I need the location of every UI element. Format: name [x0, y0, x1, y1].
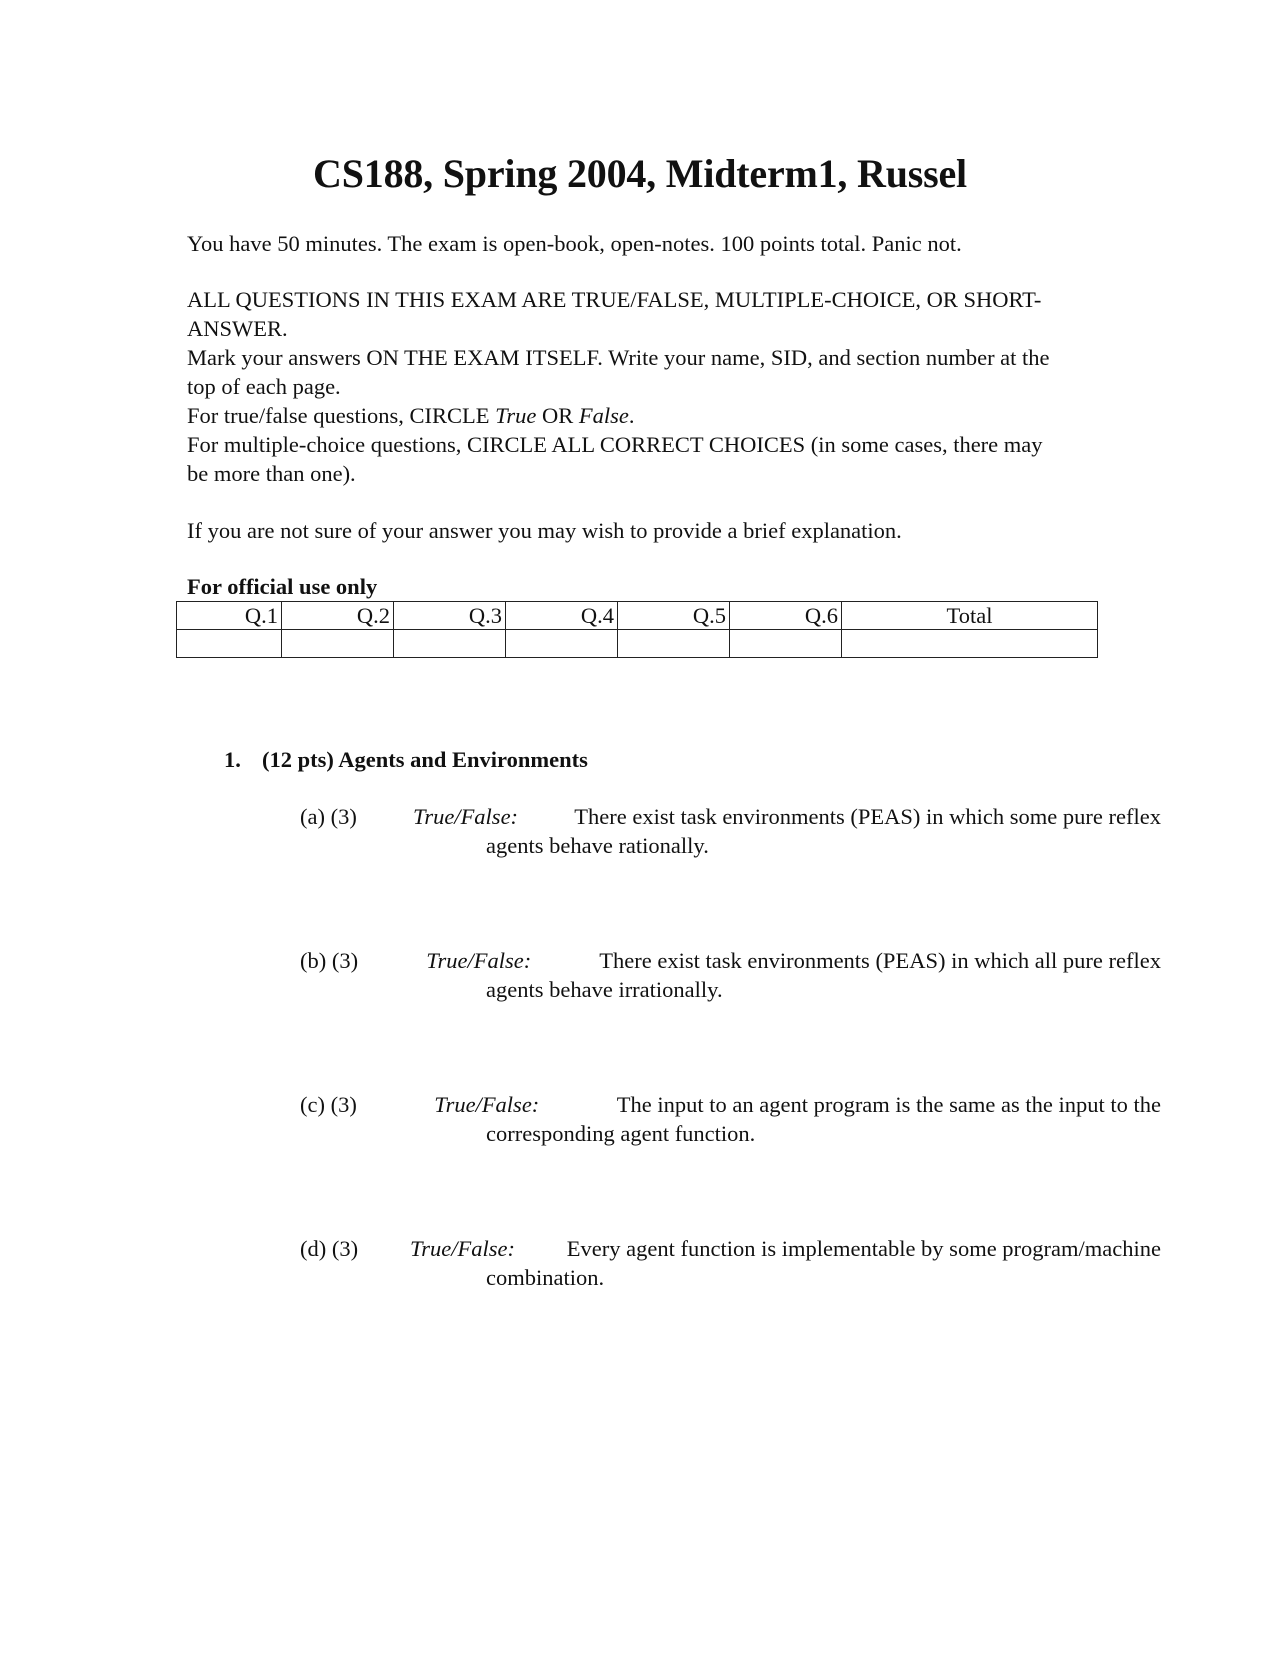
- instruction-line: ALL QUESTIONS IN THIS EXAM ARE TRUE/FALSE, MULTIPLE-CHOICE, OR SHORT-: [187, 287, 1042, 312]
- score-cell-q1[interactable]: [177, 630, 282, 658]
- true-false-label: True/False:: [413, 804, 519, 829]
- item-text: There exist task environments (PEAS) in which some pure reflex: [574, 804, 1161, 829]
- item-continuation: corresponding agent function.: [486, 1121, 756, 1146]
- instruction-line: ANSWER.: [187, 316, 288, 341]
- item-text: Every agent function is implementable by some program/machine: [566, 1236, 1161, 1261]
- score-header-row: [177, 602, 1098, 630]
- score-cell-q6[interactable]: [730, 630, 842, 658]
- page-title: CS188, Spring 2004, Midterm1, Russel: [313, 151, 967, 196]
- score-header-q5: Q.5: [618, 602, 730, 630]
- item-continuation: agents behave irrationally.: [486, 977, 723, 1002]
- instructions-explanation: If you are not sure of your answer you may wish to provide a brief explanation.: [187, 518, 902, 543]
- item-text: The input to an agent program is the same as the input to the: [616, 1092, 1161, 1117]
- true-word: True: [495, 403, 537, 428]
- intro-text: You have 50 minutes. The exam is open-book, open-notes. 100 points total. Panic not.: [187, 231, 962, 256]
- question-item-b: [300, 946, 1161, 1004]
- score-cell-total[interactable]: [842, 630, 1098, 658]
- score-cell-q3[interactable]: [394, 630, 506, 658]
- question-item-c: [300, 1090, 1161, 1148]
- question-item-d: [300, 1234, 1161, 1292]
- true-false-label: True/False:: [409, 1236, 515, 1261]
- question-number: 1.: [224, 747, 241, 772]
- item-label: (d) (3): [300, 1236, 359, 1261]
- tf-instruction-pre: For true/false questions, CIRCLE: [187, 403, 496, 428]
- question-item-a: [300, 802, 1161, 860]
- item-label: (a) (3): [300, 804, 357, 829]
- question-1-heading: [224, 745, 588, 774]
- score-entry-row: [177, 630, 1098, 658]
- false-word: False: [578, 403, 629, 428]
- item-label: (c) (3): [300, 1092, 357, 1117]
- instructions-mark-answers: [187, 343, 1161, 401]
- score-cell-q2[interactable]: [282, 630, 394, 658]
- item-continuation: agents behave rationally.: [486, 833, 709, 858]
- score-cell-q5[interactable]: [618, 630, 730, 658]
- score-table: [176, 601, 1098, 658]
- instruction-line: Mark your answers ON THE EXAM ITSELF. Write your name, SID, and section number at the: [187, 345, 1050, 370]
- item-label: (b) (3): [300, 948, 359, 973]
- score-cell-q4[interactable]: [506, 630, 618, 658]
- instructions-multiple-choice: [187, 430, 1161, 488]
- instructions-all-questions: [187, 285, 1161, 343]
- score-header-q2: Q.2: [282, 602, 394, 630]
- score-header-total: Total: [842, 602, 1098, 630]
- item-first-line: [300, 946, 1161, 975]
- instruction-line: For multiple-choice questions, CIRCLE ALL CORRECT CHOICES (in some cases, there may: [187, 432, 1043, 457]
- score-header-q6: Q.6: [730, 602, 842, 630]
- item-text: There exist task environments (PEAS) in which all pure reflex: [599, 948, 1161, 973]
- tf-instruction-post: .: [628, 403, 635, 428]
- true-false-label: True/False:: [434, 1092, 540, 1117]
- score-header-q1: Q.1: [177, 602, 282, 630]
- official-use-label: For official use only: [187, 574, 378, 599]
- item-first-line: [300, 802, 1161, 831]
- question-title: (12 pts) Agents and Environments: [262, 747, 588, 772]
- score-header-q4: Q.4: [506, 602, 618, 630]
- instructions-true-false: [187, 401, 1161, 430]
- instruction-line: top of each page.: [187, 374, 341, 399]
- instruction-line: be more than one).: [187, 461, 356, 486]
- true-false-label: True/False:: [426, 948, 532, 973]
- item-first-line: [300, 1234, 1161, 1263]
- tf-instruction-mid: OR: [536, 403, 579, 428]
- item-first-line: [300, 1090, 1161, 1119]
- score-header-q3: Q.3: [394, 602, 506, 630]
- item-continuation: combination.: [486, 1265, 605, 1290]
